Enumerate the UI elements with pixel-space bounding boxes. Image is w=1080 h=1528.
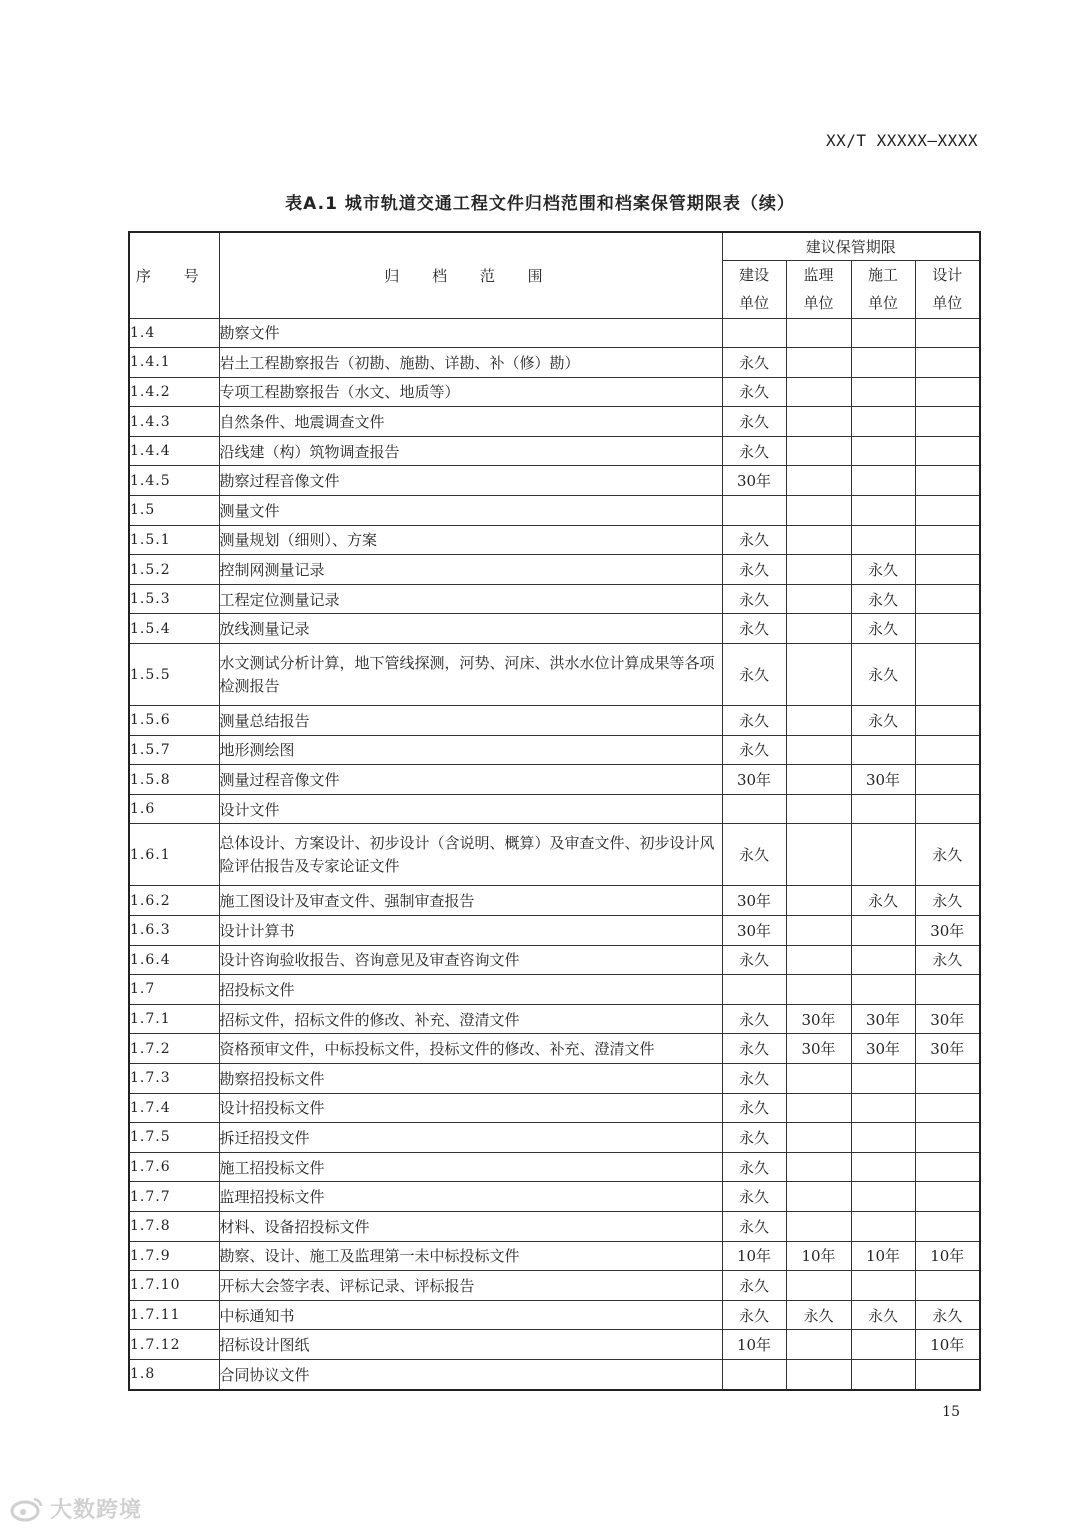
retention-contractor — [851, 1093, 915, 1123]
table-row — [129, 525, 980, 555]
retention-supervision: 30年 — [786, 1004, 851, 1034]
retention-construction: 永久 — [722, 555, 786, 585]
table-row — [129, 975, 980, 1005]
retention-construction: 30年 — [722, 886, 786, 916]
retention-construction: 永久 — [722, 348, 786, 378]
table-row — [129, 706, 980, 736]
row-number: 1.4.2 — [129, 377, 219, 407]
header-sequence: 序 号 — [129, 232, 219, 318]
retention-contractor: 30年 — [851, 1004, 915, 1034]
retention-design: 30年 — [915, 1004, 980, 1034]
header-unit-design: 设计 单位 — [915, 260, 980, 318]
retention-design — [915, 1093, 980, 1123]
retention-design — [915, 1211, 980, 1241]
retention-contractor: 永久 — [851, 614, 915, 644]
retention-supervision — [786, 644, 851, 706]
table-row — [129, 1241, 980, 1271]
retention-design — [915, 496, 980, 526]
retention-contractor — [851, 1211, 915, 1241]
retention-contractor — [851, 735, 915, 765]
table-row — [129, 318, 980, 348]
watermark — [10, 1493, 142, 1524]
row-number: 1.5.3 — [129, 584, 219, 614]
retention-supervision: 永久 — [786, 1300, 851, 1330]
retention-construction: 永久 — [722, 1063, 786, 1093]
retention-construction: 永久 — [722, 824, 786, 886]
row-number: 1.7.1 — [129, 1004, 219, 1034]
header-unit-contractor: 施工 单位 — [851, 260, 915, 318]
row-number: 1.5.5 — [129, 644, 219, 706]
row-number: 1.4.5 — [129, 466, 219, 496]
retention-supervision — [786, 348, 851, 378]
retention-supervision — [786, 824, 851, 886]
retention-design — [915, 794, 980, 824]
row-number: 1.4.1 — [129, 348, 219, 378]
retention-construction: 永久 — [722, 1004, 786, 1034]
table-row — [129, 348, 980, 378]
table-row — [129, 584, 980, 614]
row-archive-scope: 施工招投标文件 — [219, 1152, 722, 1182]
row-number: 1.7.7 — [129, 1182, 219, 1212]
retention-contractor — [851, 794, 915, 824]
retention-supervision — [786, 1211, 851, 1241]
retention-contractor — [851, 1182, 915, 1212]
retention-contractor: 永久 — [851, 1300, 915, 1330]
retention-construction: 永久 — [722, 436, 786, 466]
row-archive-scope: 专项工程勘察报告（水文、地质等） — [219, 377, 722, 407]
retention-construction — [722, 975, 786, 1005]
retention-design — [915, 1359, 980, 1389]
page-number: 15 — [942, 1404, 960, 1420]
retention-supervision — [786, 735, 851, 765]
table-row — [129, 1034, 980, 1064]
table-row — [129, 436, 980, 466]
row-archive-scope: 材料、设备招投标文件 — [219, 1211, 722, 1241]
retention-design — [915, 614, 980, 644]
row-archive-scope: 测量总结报告 — [219, 706, 722, 736]
retention-construction: 永久 — [722, 644, 786, 706]
retention-contractor: 永久 — [851, 886, 915, 916]
row-number: 1.6.3 — [129, 916, 219, 946]
retention-supervision: 30年 — [786, 1034, 851, 1064]
retention-contractor — [851, 1330, 915, 1360]
table-row — [129, 1063, 980, 1093]
retention-design — [915, 584, 980, 614]
retention-design — [915, 1063, 980, 1093]
row-archive-scope: 设计文件 — [219, 794, 722, 824]
row-archive-scope: 沿线建（构）筑物调查报告 — [219, 436, 722, 466]
table-row — [129, 1123, 980, 1153]
retention-design — [915, 466, 980, 496]
retention-construction: 永久 — [722, 706, 786, 736]
retention-supervision — [786, 916, 851, 946]
table-row — [129, 945, 980, 975]
row-number: 1.5.4 — [129, 614, 219, 644]
table-row — [129, 886, 980, 916]
retention-contractor — [851, 1063, 915, 1093]
retention-contractor: 30年 — [851, 765, 915, 795]
retention-supervision — [786, 1182, 851, 1212]
retention-supervision — [786, 377, 851, 407]
retention-construction: 永久 — [722, 584, 786, 614]
row-archive-scope: 勘察招投标文件 — [219, 1063, 722, 1093]
table-row — [129, 555, 980, 585]
retention-construction: 永久 — [722, 1182, 786, 1212]
row-archive-scope: 放线测量记录 — [219, 614, 722, 644]
retention-supervision — [786, 975, 851, 1005]
retention-contractor: 30年 — [851, 1034, 915, 1064]
table-header — [129, 232, 980, 318]
retention-construction: 永久 — [722, 1271, 786, 1301]
retention-design — [915, 436, 980, 466]
retention-contractor — [851, 1123, 915, 1153]
retention-supervision — [786, 466, 851, 496]
retention-supervision — [786, 614, 851, 644]
table-row — [129, 916, 980, 946]
table-row — [129, 377, 980, 407]
retention-construction: 永久 — [722, 945, 786, 975]
retention-construction: 永久 — [722, 735, 786, 765]
row-archive-scope: 中标通知书 — [219, 1300, 722, 1330]
retention-contractor — [851, 1152, 915, 1182]
retention-contractor — [851, 975, 915, 1005]
watermark-text: 大数跨境 — [50, 1498, 143, 1523]
row-archive-scope: 施工图设计及审查文件、强制审查报告 — [219, 886, 722, 916]
retention-construction: 永久 — [722, 1034, 786, 1064]
row-number: 1.7.6 — [129, 1152, 219, 1182]
retention-supervision — [786, 794, 851, 824]
retention-supervision — [786, 706, 851, 736]
row-number: 1.7 — [129, 975, 219, 1005]
retention-contractor — [851, 407, 915, 437]
retention-design — [915, 975, 980, 1005]
row-number: 1.5 — [129, 496, 219, 526]
retention-supervision — [786, 318, 851, 348]
row-archive-scope: 监理招投标文件 — [219, 1182, 722, 1212]
retention-construction — [722, 1359, 786, 1389]
retention-supervision — [786, 1330, 851, 1360]
row-archive-scope: 勘察文件 — [219, 318, 722, 348]
table-row — [129, 1004, 980, 1034]
retention-supervision — [786, 765, 851, 795]
retention-design — [915, 1182, 980, 1212]
retention-design — [915, 377, 980, 407]
retention-construction — [722, 794, 786, 824]
table-row — [129, 824, 980, 886]
retention-design — [915, 1123, 980, 1153]
row-archive-scope: 合同协议文件 — [219, 1359, 722, 1389]
row-number: 1.7.8 — [129, 1211, 219, 1241]
retention-construction: 永久 — [722, 1093, 786, 1123]
row-archive-scope: 地形测绘图 — [219, 735, 722, 765]
retention-construction: 10年 — [722, 1330, 786, 1360]
table-body — [129, 318, 980, 1390]
retention-design — [915, 525, 980, 555]
row-archive-scope: 测量过程音像文件 — [219, 765, 722, 795]
table-row — [129, 644, 980, 706]
row-number: 1.5.6 — [129, 706, 219, 736]
retention-contractor — [851, 945, 915, 975]
row-archive-scope: 控制网测量记录 — [219, 555, 722, 585]
table-row — [129, 1271, 980, 1301]
retention-contractor — [851, 1271, 915, 1301]
retention-supervision — [786, 525, 851, 555]
row-archive-scope: 自然条件、地震调查文件 — [219, 407, 722, 437]
row-archive-scope: 招标设计图纸 — [219, 1330, 722, 1360]
row-number: 1.5.7 — [129, 735, 219, 765]
row-number: 1.7.3 — [129, 1063, 219, 1093]
row-number: 1.7.2 — [129, 1034, 219, 1064]
retention-design: 永久 — [915, 824, 980, 886]
row-archive-scope: 水文测试分析计算，地下管线探测，河势、河床、洪水水位计算成果等各项检测报告 — [219, 644, 722, 706]
table-title: 表A.1 城市轨道交通工程文件归档范围和档案保管期限表（续） — [285, 194, 795, 214]
row-number: 1.4.4 — [129, 436, 219, 466]
retention-supervision — [786, 1093, 851, 1123]
retention-design — [915, 1271, 980, 1301]
row-archive-scope: 工程定位测量记录 — [219, 584, 722, 614]
retention-construction — [722, 496, 786, 526]
retention-construction: 永久 — [722, 1300, 786, 1330]
retention-supervision — [786, 1152, 851, 1182]
table-row — [129, 407, 980, 437]
retention-supervision — [786, 886, 851, 916]
retention-contractor — [851, 916, 915, 946]
row-archive-scope: 招标文件，招标文件的修改、补充、澄清文件 — [219, 1004, 722, 1034]
retention-supervision — [786, 496, 851, 526]
retention-contractor: 永久 — [851, 706, 915, 736]
table-row — [129, 1211, 980, 1241]
header-archive-scope: 归 档 范 围 — [219, 232, 722, 318]
row-number: 1.6.1 — [129, 824, 219, 886]
retention-contractor — [851, 436, 915, 466]
row-archive-scope: 设计咨询验收报告、咨询意见及审查咨询文件 — [219, 945, 722, 975]
table-row — [129, 794, 980, 824]
retention-contractor: 永久 — [851, 555, 915, 585]
row-archive-scope: 勘察过程音像文件 — [219, 466, 722, 496]
retention-contractor: 永久 — [851, 644, 915, 706]
retention-contractor — [851, 348, 915, 378]
header-retention-period: 建议保管期限 — [722, 232, 980, 260]
table-row — [129, 496, 980, 526]
retention-design — [915, 407, 980, 437]
retention-design: 10年 — [915, 1241, 980, 1271]
retention-design: 永久 — [915, 1300, 980, 1330]
row-number: 1.7.10 — [129, 1271, 219, 1301]
retention-contractor — [851, 1359, 915, 1389]
archive-retention-table — [128, 231, 981, 1391]
retention-supervision — [786, 584, 851, 614]
retention-design: 永久 — [915, 945, 980, 975]
retention-design — [915, 1152, 980, 1182]
retention-construction: 永久 — [722, 407, 786, 437]
retention-design — [915, 706, 980, 736]
retention-construction — [722, 318, 786, 348]
retention-contractor — [851, 496, 915, 526]
retention-construction: 永久 — [722, 1152, 786, 1182]
retention-construction: 永久 — [722, 1211, 786, 1241]
row-number: 1.8 — [129, 1359, 219, 1389]
row-number: 1.6.2 — [129, 886, 219, 916]
retention-supervision — [786, 1359, 851, 1389]
row-number: 1.5.2 — [129, 555, 219, 585]
retention-design — [915, 348, 980, 378]
retention-construction: 30年 — [722, 916, 786, 946]
row-archive-scope: 勘察、设计、施工及监理第一未中标投标文件 — [219, 1241, 722, 1271]
row-archive-scope: 总体设计、方案设计、初步设计（含说明、概算）及审查文件、初步设计风险评估报告及专家论证文件 — [219, 824, 722, 886]
standard-number: XX/T XXXXX—XXXX — [826, 131, 978, 150]
retention-supervision — [786, 945, 851, 975]
row-number: 1.7.5 — [129, 1123, 219, 1153]
header-unit-supervision: 监理 单位 — [786, 260, 851, 318]
row-archive-scope: 测量文件 — [219, 496, 722, 526]
row-archive-scope: 岩土工程勘察报告（初勘、施勘、详勘、补（修）勘） — [219, 348, 722, 378]
row-number: 1.4 — [129, 318, 219, 348]
retention-contractor: 10年 — [851, 1241, 915, 1271]
retention-construction: 永久 — [722, 377, 786, 407]
table-row — [129, 466, 980, 496]
header-unit-construction: 建设 单位 — [722, 260, 786, 318]
table-row — [129, 735, 980, 765]
retention-supervision — [786, 1271, 851, 1301]
retention-contractor: 永久 — [851, 584, 915, 614]
table-row — [129, 1152, 980, 1182]
retention-supervision — [786, 555, 851, 585]
row-number: 1.7.9 — [129, 1241, 219, 1271]
row-number: 1.7.11 — [129, 1300, 219, 1330]
retention-design — [915, 644, 980, 706]
row-number: 1.7.4 — [129, 1093, 219, 1123]
row-archive-scope: 资格预审文件，中标投标文件，投标文件的修改、补充、澄清文件 — [219, 1034, 722, 1064]
row-archive-scope: 拆迁招投文件 — [219, 1123, 722, 1153]
retention-contractor — [851, 377, 915, 407]
retention-design: 30年 — [915, 916, 980, 946]
retention-supervision — [786, 1123, 851, 1153]
row-number: 1.4.3 — [129, 407, 219, 437]
row-number: 1.6.4 — [129, 945, 219, 975]
retention-contractor — [851, 466, 915, 496]
retention-construction: 永久 — [722, 1123, 786, 1153]
table-row — [129, 614, 980, 644]
row-archive-scope: 设计计算书 — [219, 916, 722, 946]
retention-supervision: 10年 — [786, 1241, 851, 1271]
row-archive-scope: 测量规划（细则）、方案 — [219, 525, 722, 555]
retention-design: 永久 — [915, 886, 980, 916]
row-number: 1.6 — [129, 794, 219, 824]
retention-design: 30年 — [915, 1034, 980, 1064]
table-row — [129, 1182, 980, 1212]
table-row — [129, 1330, 980, 1360]
table-row — [129, 1359, 980, 1389]
retention-construction: 30年 — [722, 466, 786, 496]
table-row — [129, 765, 980, 795]
retention-design: 10年 — [915, 1330, 980, 1360]
retention-design — [915, 555, 980, 585]
row-archive-scope: 招投标文件 — [219, 975, 722, 1005]
weibo-logo-icon — [10, 1496, 44, 1522]
retention-design — [915, 735, 980, 765]
retention-design — [915, 318, 980, 348]
retention-construction: 30年 — [722, 765, 786, 795]
row-number: 1.5.8 — [129, 765, 219, 795]
retention-construction: 永久 — [722, 525, 786, 555]
retention-contractor — [851, 318, 915, 348]
retention-contractor — [851, 525, 915, 555]
row-archive-scope: 开标大会签字表、评标记录、评标报告 — [219, 1271, 722, 1301]
retention-supervision — [786, 1063, 851, 1093]
table-row — [129, 1300, 980, 1330]
retention-construction: 10年 — [722, 1241, 786, 1271]
retention-supervision — [786, 407, 851, 437]
retention-supervision — [786, 436, 851, 466]
retention-design — [915, 765, 980, 795]
row-number: 1.7.12 — [129, 1330, 219, 1360]
retention-construction: 永久 — [722, 614, 786, 644]
row-archive-scope: 设计招投标文件 — [219, 1093, 722, 1123]
table-row — [129, 1093, 980, 1123]
row-number: 1.5.1 — [129, 525, 219, 555]
retention-contractor — [851, 824, 915, 886]
